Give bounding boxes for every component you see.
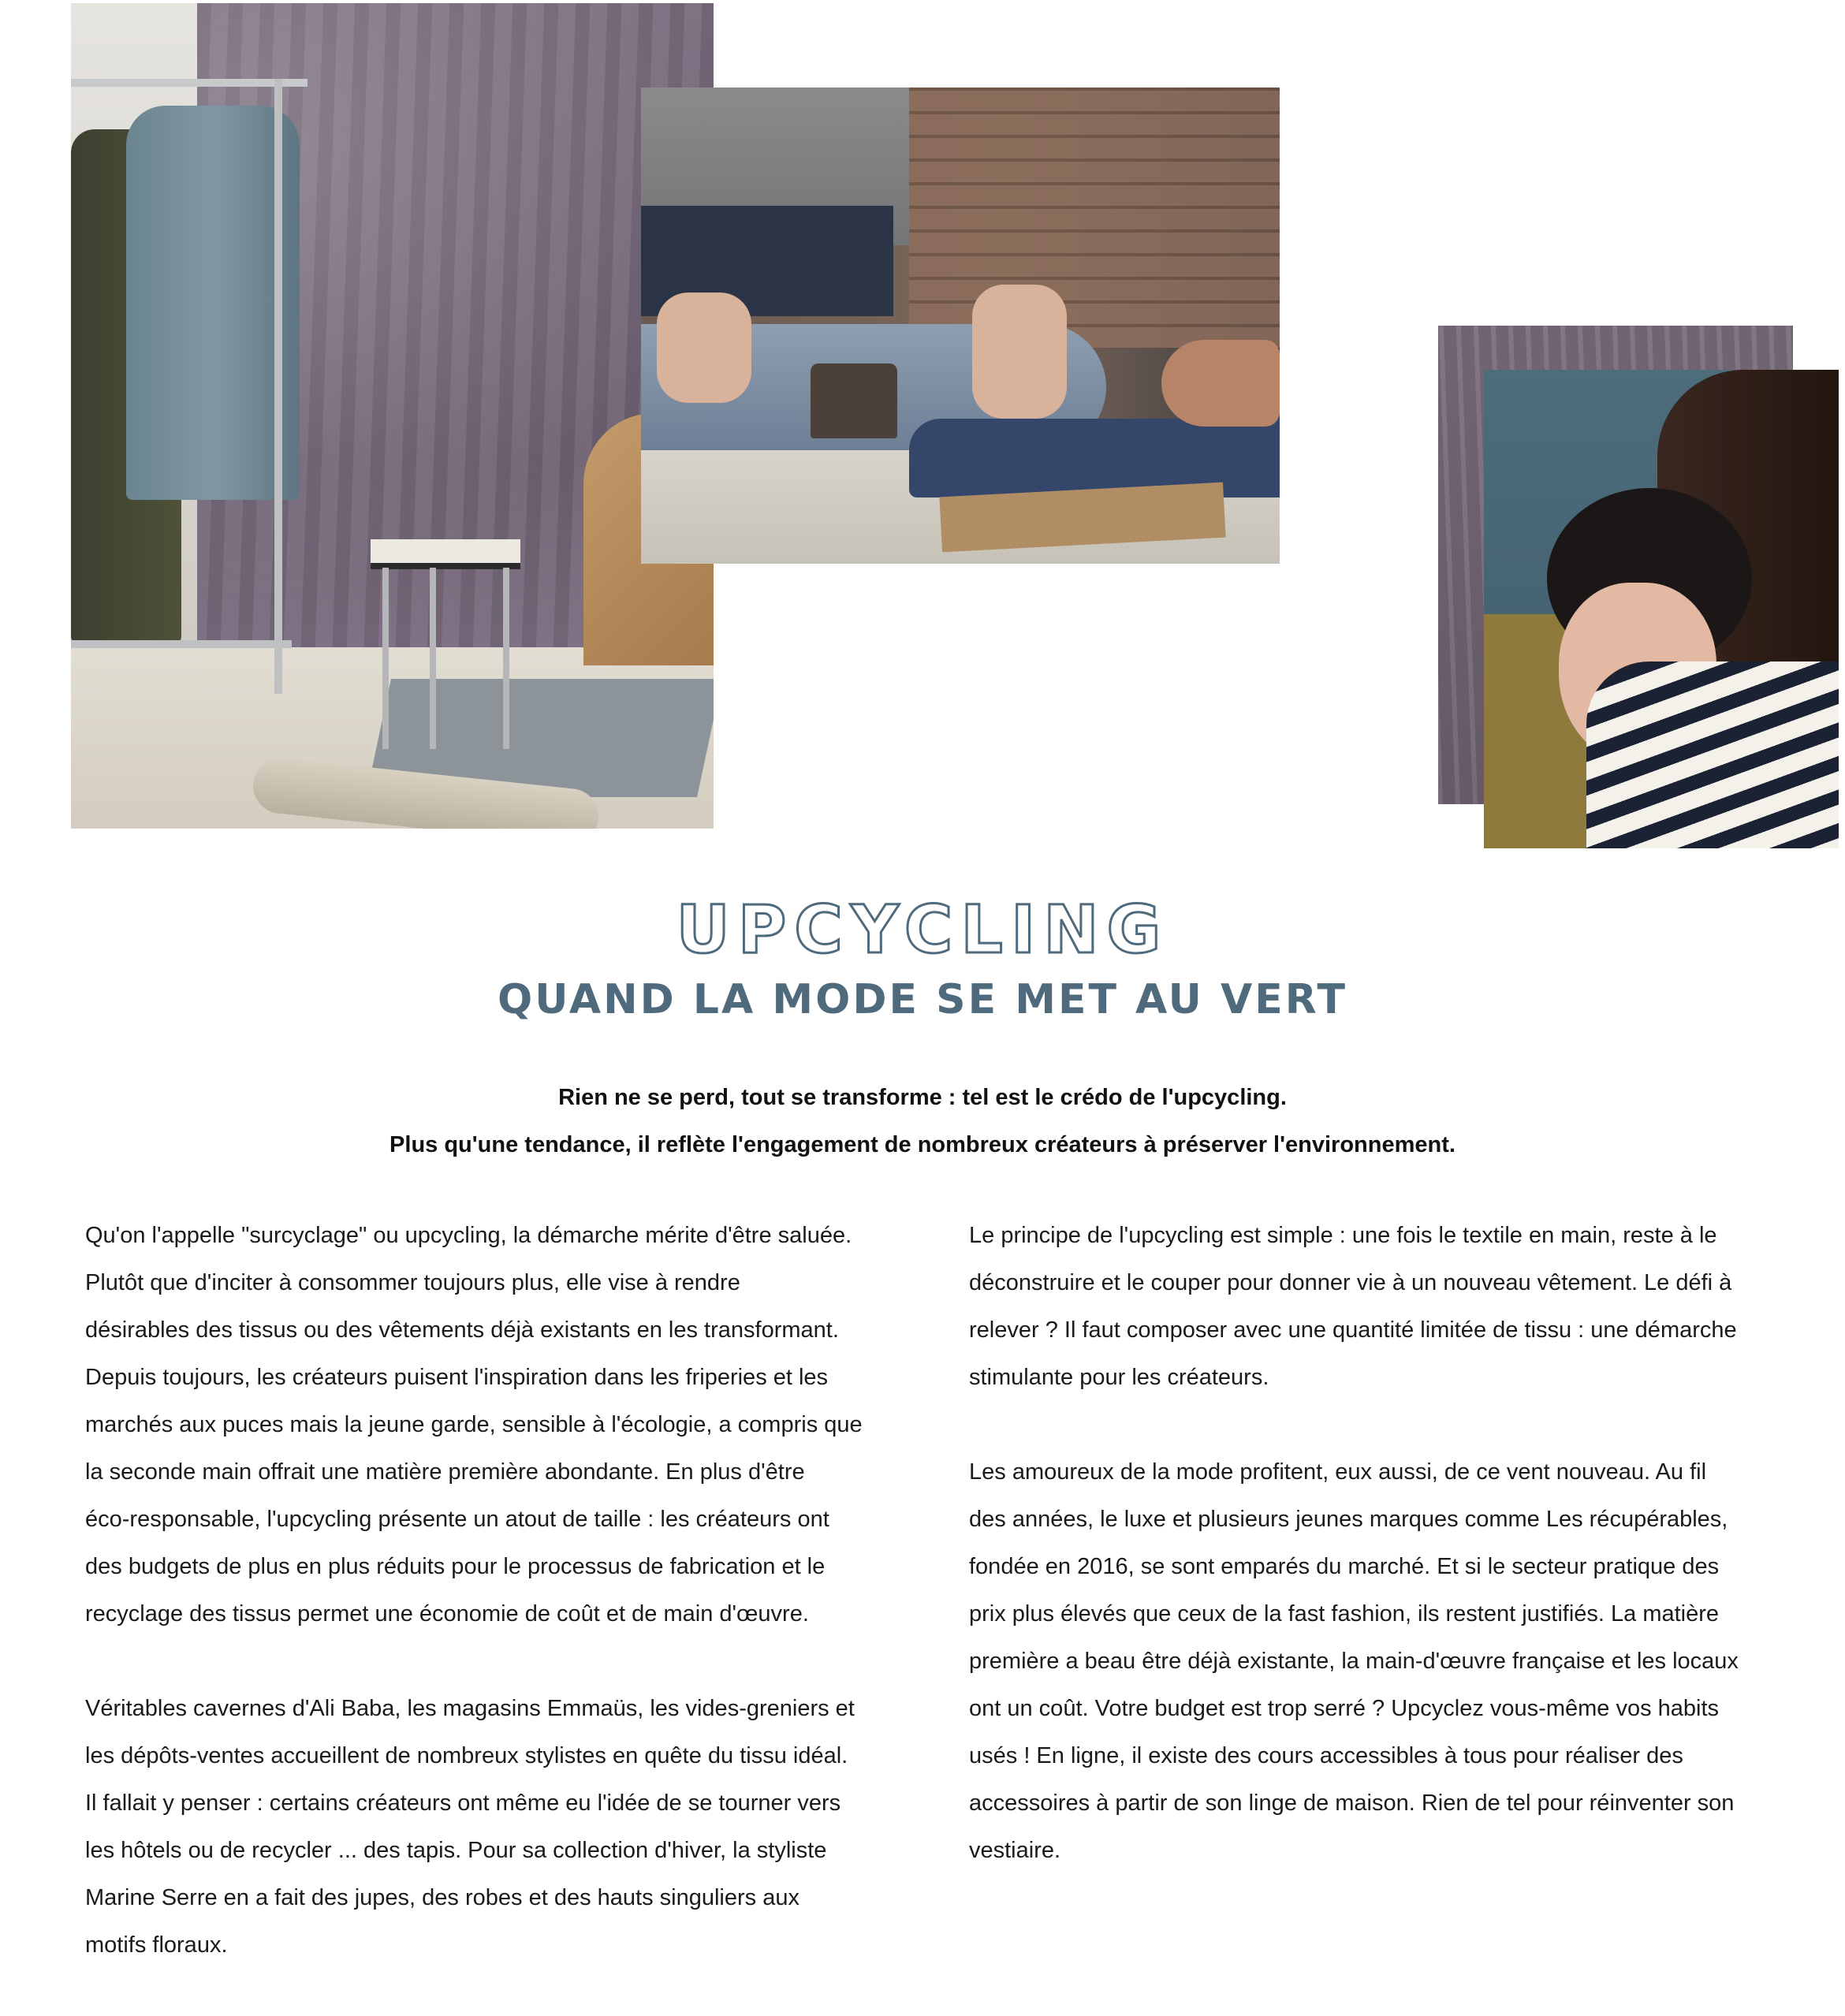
text-line: les dépôts-ventes accueillent de nombreux stylistes en quête du tissu idéal. <box>85 1743 848 1768</box>
text-line: accessoires à partir de son linge de maison. Rien de tel pour réinventer son <box>969 1791 1735 1816</box>
photo-hand <box>657 293 751 403</box>
text-line: Les amoureux de la mode profitent, eux aussi, de ce vent nouveau. Au fil <box>969 1459 1707 1485</box>
text-line: Le principe de l'upcycling est simple : une fois le textile en main, reste à le <box>969 1223 1717 1248</box>
photo-hand <box>972 285 1067 419</box>
text-line: les hôtels ou de recycler ... des tapis. Pour sa collection d'hiver, la styliste <box>85 1838 827 1863</box>
text-line: Qu'on l'appelle "surcyclage" ou upcycling, la démarche mérite d'être saluée. <box>85 1223 852 1248</box>
text-line: fondée en 2016, se sont emparés du marché. Et si le secteur pratique des <box>969 1554 1720 1579</box>
workshop-tailoring-photo <box>641 88 1280 564</box>
text-line: Marine Serre en a fait des jupes, des robes et des hauts singuliers aux <box>85 1885 800 1910</box>
paragraph <box>85 1685 882 1969</box>
text-line: vestiaire. <box>969 1838 1061 1863</box>
photo-denim-pile <box>909 419 1280 497</box>
photo-writing-hand <box>1161 340 1280 427</box>
text-line: recyclage des tissus permet une économie de coût et de main d'œuvre. <box>85 1601 809 1627</box>
photo-stool-seat <box>371 539 520 569</box>
photo-stool-leg <box>430 568 436 749</box>
article-subtitle: QUAND LA MODE SE MET AU VERT <box>498 976 1347 1023</box>
photo-pattern-weight <box>811 363 897 438</box>
photo-striped-sweater <box>1586 661 1839 848</box>
intro-line: Plus qu'une tendance, il reflète l'engagement de nombreux créateurs à préserver l'environnement. <box>390 1132 1456 1157</box>
text-line: relever ? Il faut composer avec une quantité limitée de tissu : une démarche <box>969 1317 1737 1343</box>
photo-stool-leg <box>382 568 389 749</box>
photo-blue-jacket <box>126 106 300 500</box>
text-line: motifs floraux. <box>85 1932 228 1958</box>
text-line: Véritables cavernes d'Ali Baba, les magasins Emmaüs, les vides-greniers et <box>85 1696 855 1721</box>
article-column-right <box>969 1212 1765 1921</box>
couple-embrace-photo <box>1484 370 1839 848</box>
photo-stool-leg <box>503 568 509 749</box>
photo-brick-wall <box>909 88 1280 348</box>
text-line: stimulante pour les créateurs. <box>969 1365 1269 1390</box>
studio-clothing-rack-photo <box>71 3 714 829</box>
paragraph <box>969 1448 1765 1874</box>
text-line: première a beau être déjà existante, la main-d'œuvre française et les locaux <box>969 1649 1739 1674</box>
text-line: Il fallait y penser : certains créateurs ont même eu l'idée de se tourner vers <box>85 1791 841 1816</box>
text-line: éco-responsable, l'upcycling présente un atout de taille : les créateurs ont <box>85 1507 829 1532</box>
text-line: prix plus élevés que ceux de la fast fashion, ils restent justifiés. La matière <box>969 1601 1720 1627</box>
text-line: Depuis toujours, les créateurs puisent l'inspiration dans les friperies et les <box>85 1365 829 1390</box>
article-column-left <box>85 1212 882 2016</box>
text-line: Plutôt que d'inciter à consommer toujours plus, elle vise à rendre <box>85 1270 740 1295</box>
text-line: la seconde main offrait une matière première abondante. En plus d'être <box>85 1459 805 1485</box>
paragraph <box>969 1212 1765 1401</box>
intro-line: Rien ne se perd, tout se transforme : tel est le crédo de l'upcycling. <box>558 1085 1287 1110</box>
photo-rack-post <box>274 79 282 694</box>
article-title: UPCYCLING <box>676 891 1169 968</box>
text-line: des budgets de plus en plus réduits pour le processus de fabrication et le <box>85 1554 826 1579</box>
photo-rack-bar <box>71 79 308 87</box>
paragraph <box>85 1212 882 1638</box>
text-line: usés ! En ligne, il existe des cours accessibles à tous pour réaliser des <box>969 1743 1683 1768</box>
photo-rack-base <box>71 640 292 648</box>
text-line: des années, le luxe et plusieurs jeunes marques comme Les récupérables, <box>969 1507 1728 1532</box>
text-line: déconstruire et le couper pour donner vie à un nouveau vêtement. Le défi à <box>969 1270 1732 1295</box>
text-line: désirables des tissus ou des vêtements déjà existants en les transformant. <box>85 1317 839 1343</box>
text-line: marchés aux puces mais la jeune garde, sensible à l'écologie, a compris que <box>85 1412 863 1437</box>
text-line: ont un coût. Votre budget est trop serré ? Upcyclez vous-même vos habits <box>969 1696 1720 1721</box>
